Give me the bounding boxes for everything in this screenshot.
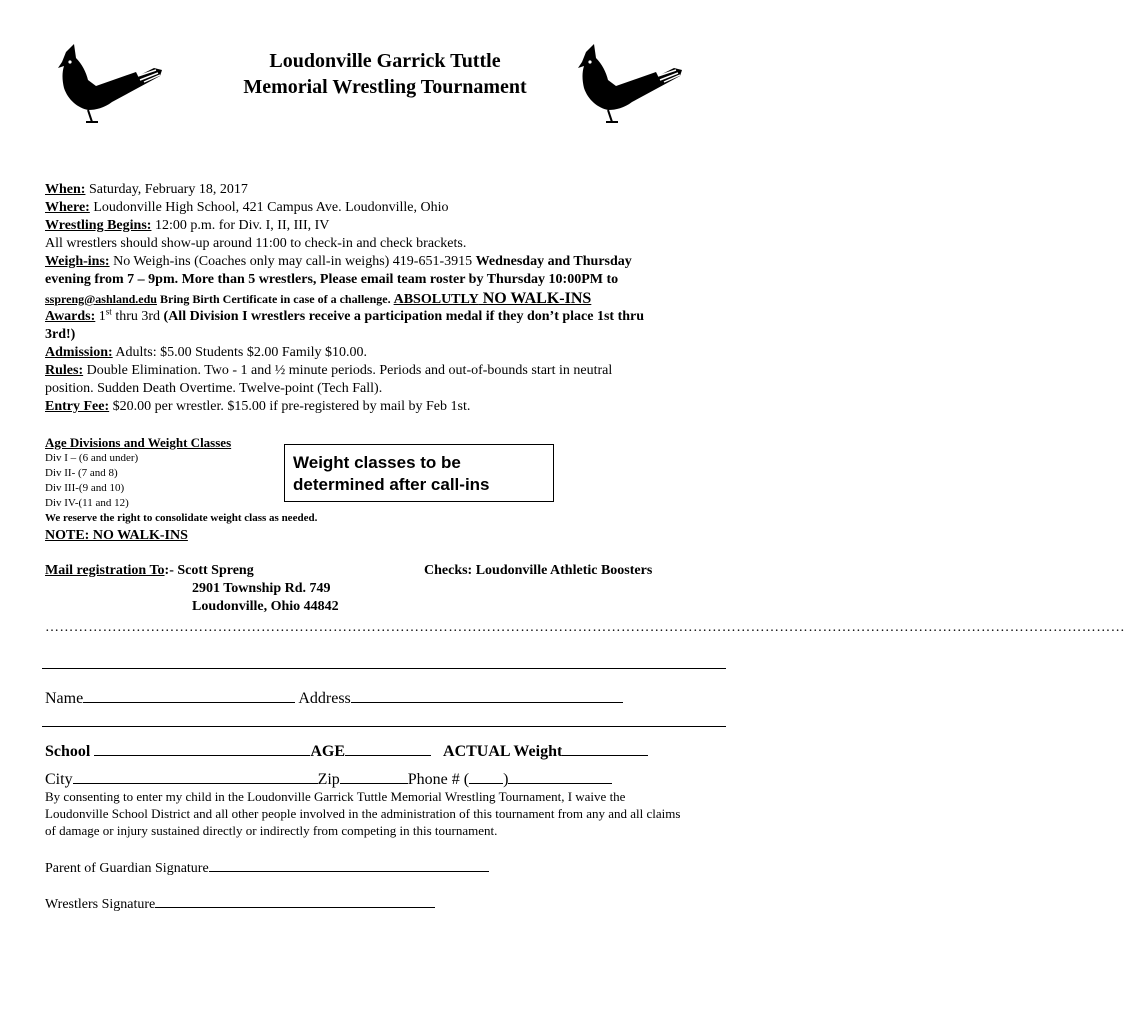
admission-label: Admission: [45, 345, 113, 360]
awards-note: (All Division I wrestlers receive a participation medal if they don’t place 1st thru [163, 309, 645, 324]
where-label: Where: [45, 200, 90, 215]
rules-label: Rules: [45, 363, 84, 378]
consent-line-1: By consenting to enter my child in the Loudonville Garrick Tuttle Memorial Wrestling Tournament, I waive the [45, 789, 626, 804]
no-walkins-note: NOTE: NO WALK-INS [45, 528, 188, 543]
rules-line [45, 362, 612, 380]
wrestler-signature-field[interactable] [155, 893, 435, 908]
name-field[interactable] [83, 688, 295, 703]
showup-line: All wrestlers should show-up around 11:00 to check-in and check brackets. [45, 236, 467, 251]
weighins-line [45, 253, 632, 271]
rules-line-2: position. Sudden Death Overtime. Twelve-point (Tech Fall). [45, 381, 383, 396]
mail-address-1: 2901 Township Rd. 749 [192, 581, 331, 596]
where-line [45, 199, 449, 217]
zip-label: Zip [317, 771, 340, 788]
weight-classes-box [284, 444, 554, 502]
title-line-2: Memorial Wrestling Tournament [243, 76, 527, 98]
reserve-note: We reserve the right to consolidate weight class as needed. [45, 512, 318, 524]
when-line [45, 181, 248, 199]
weighins-days: Wednesday and Thursday [475, 254, 632, 269]
phone-close: ) [503, 771, 509, 788]
division-item-3: Div III-(9 and 10) [45, 482, 125, 494]
city-row [45, 769, 612, 789]
mail-registration-line [45, 562, 254, 580]
parent-signature-label: Parent of Guardian Signature [45, 861, 209, 876]
entry-fee-line [45, 398, 470, 416]
name-row [45, 688, 623, 708]
birth-cert-note: Bring Birth Certificate in case of a challenge. [156, 292, 394, 306]
phone-area-field[interactable] [469, 769, 503, 784]
division-item-2: Div II- (7 and 8) [45, 467, 118, 479]
when-value: Saturday, February 18, 2017 [85, 182, 248, 197]
city-label: City [45, 771, 73, 788]
mail-label: Mail registration To [45, 563, 165, 578]
consent-line-2: Loudonville School District and all other people involved in the administration of this tournament from any and all claims [45, 806, 681, 821]
division-item-4: Div IV-(11 and 12) [45, 497, 129, 509]
mail-sep: :- [164, 563, 178, 578]
awards-note-cont: 3rd!) [45, 327, 76, 342]
mail-name: Scott Spreng [177, 563, 254, 578]
rules-value: Double Elimination. Two - 1 and ½ minute periods. Periods and out-of-bounds start in neutral [83, 363, 613, 378]
admission-value: Adults: $5.00 Students $2.00 Family $10.00. [112, 345, 368, 360]
entry-fee-label: Entry Fee: [45, 399, 110, 414]
parent-signature-field[interactable] [209, 857, 489, 872]
awards-sup: st [105, 306, 112, 317]
email-line [45, 290, 591, 309]
weight-box-line-1: Weight classes to be [293, 453, 461, 472]
mail-address-2: Loudonville, Ohio 44842 [192, 599, 339, 614]
where-value: Loudonville High School, 421 Campus Ave. Loudonville, Ohio [89, 200, 449, 215]
no-walkins-text: NO WALK-INS [478, 290, 592, 307]
address-label: Address [298, 690, 351, 707]
school-field[interactable] [94, 741, 310, 756]
address-field[interactable] [351, 688, 623, 703]
title-line-1: Loudonville Garrick Tuttle [269, 50, 501, 72]
awards-first: 1 [95, 309, 106, 324]
division-item-1: Div I – (6 and under) [45, 452, 139, 464]
dotted-separator: ……………………………………………………………………………………………………………………………………………………………………………………………………… [45, 620, 1125, 635]
email-link[interactable]: sspreng@ashland.edu [45, 292, 157, 306]
city-field[interactable] [73, 769, 318, 784]
weight-label: ACTUAL Weight [443, 743, 563, 760]
begins-value: 12:00 p.m. for Div. I, II, III, IV [151, 218, 330, 233]
weight-box-line-2: determined after call-ins [293, 475, 490, 494]
form-rule-mid [42, 726, 726, 727]
zip-field[interactable] [340, 769, 408, 784]
consent-line-3: of damage or injury sustained directly or indirectly from competing in this tournament. [45, 823, 498, 838]
awards-label: Awards: [45, 309, 96, 324]
phone-field[interactable] [508, 769, 612, 784]
weight-field[interactable] [562, 741, 648, 756]
when-label: When: [45, 182, 86, 197]
awards-line [45, 308, 644, 326]
divisions-heading: Age Divisions and Weight Classes [45, 435, 232, 450]
checks-payable: Checks: Loudonville Athletic Boosters [424, 563, 653, 578]
absolutly-text: ABSOLUTLY [393, 292, 479, 307]
phone-label: Phone # ( [407, 771, 470, 788]
admission-line [45, 344, 367, 362]
weighins-value: No Weigh-ins (Coaches only may call-in weighs) 419-651-3915 [109, 254, 476, 269]
school-row [45, 741, 648, 761]
school-label: School [45, 743, 95, 760]
name-label: Name [45, 690, 84, 707]
entry-fee-value: $20.00 per wrestler. $15.00 if pre-registered by mail by Feb 1st. [109, 399, 471, 414]
parent-signature-row [45, 857, 489, 877]
wrestler-signature-label: Wrestlers Signature [45, 897, 156, 912]
age-label: AGE [310, 743, 346, 760]
age-field[interactable] [345, 741, 431, 756]
form-rule-top [42, 668, 726, 669]
weighins-label: Weigh-ins: [45, 254, 110, 269]
evening-line: evening from 7 – 9pm. More than 5 wrestlers, Please email team roster by Thursday 10:00PM to [45, 272, 619, 287]
wrestler-signature-row [45, 893, 435, 913]
begins-line [45, 217, 329, 235]
awards-thru: thru 3rd [111, 309, 164, 324]
begins-label: Wrestling Begins: [45, 218, 152, 233]
